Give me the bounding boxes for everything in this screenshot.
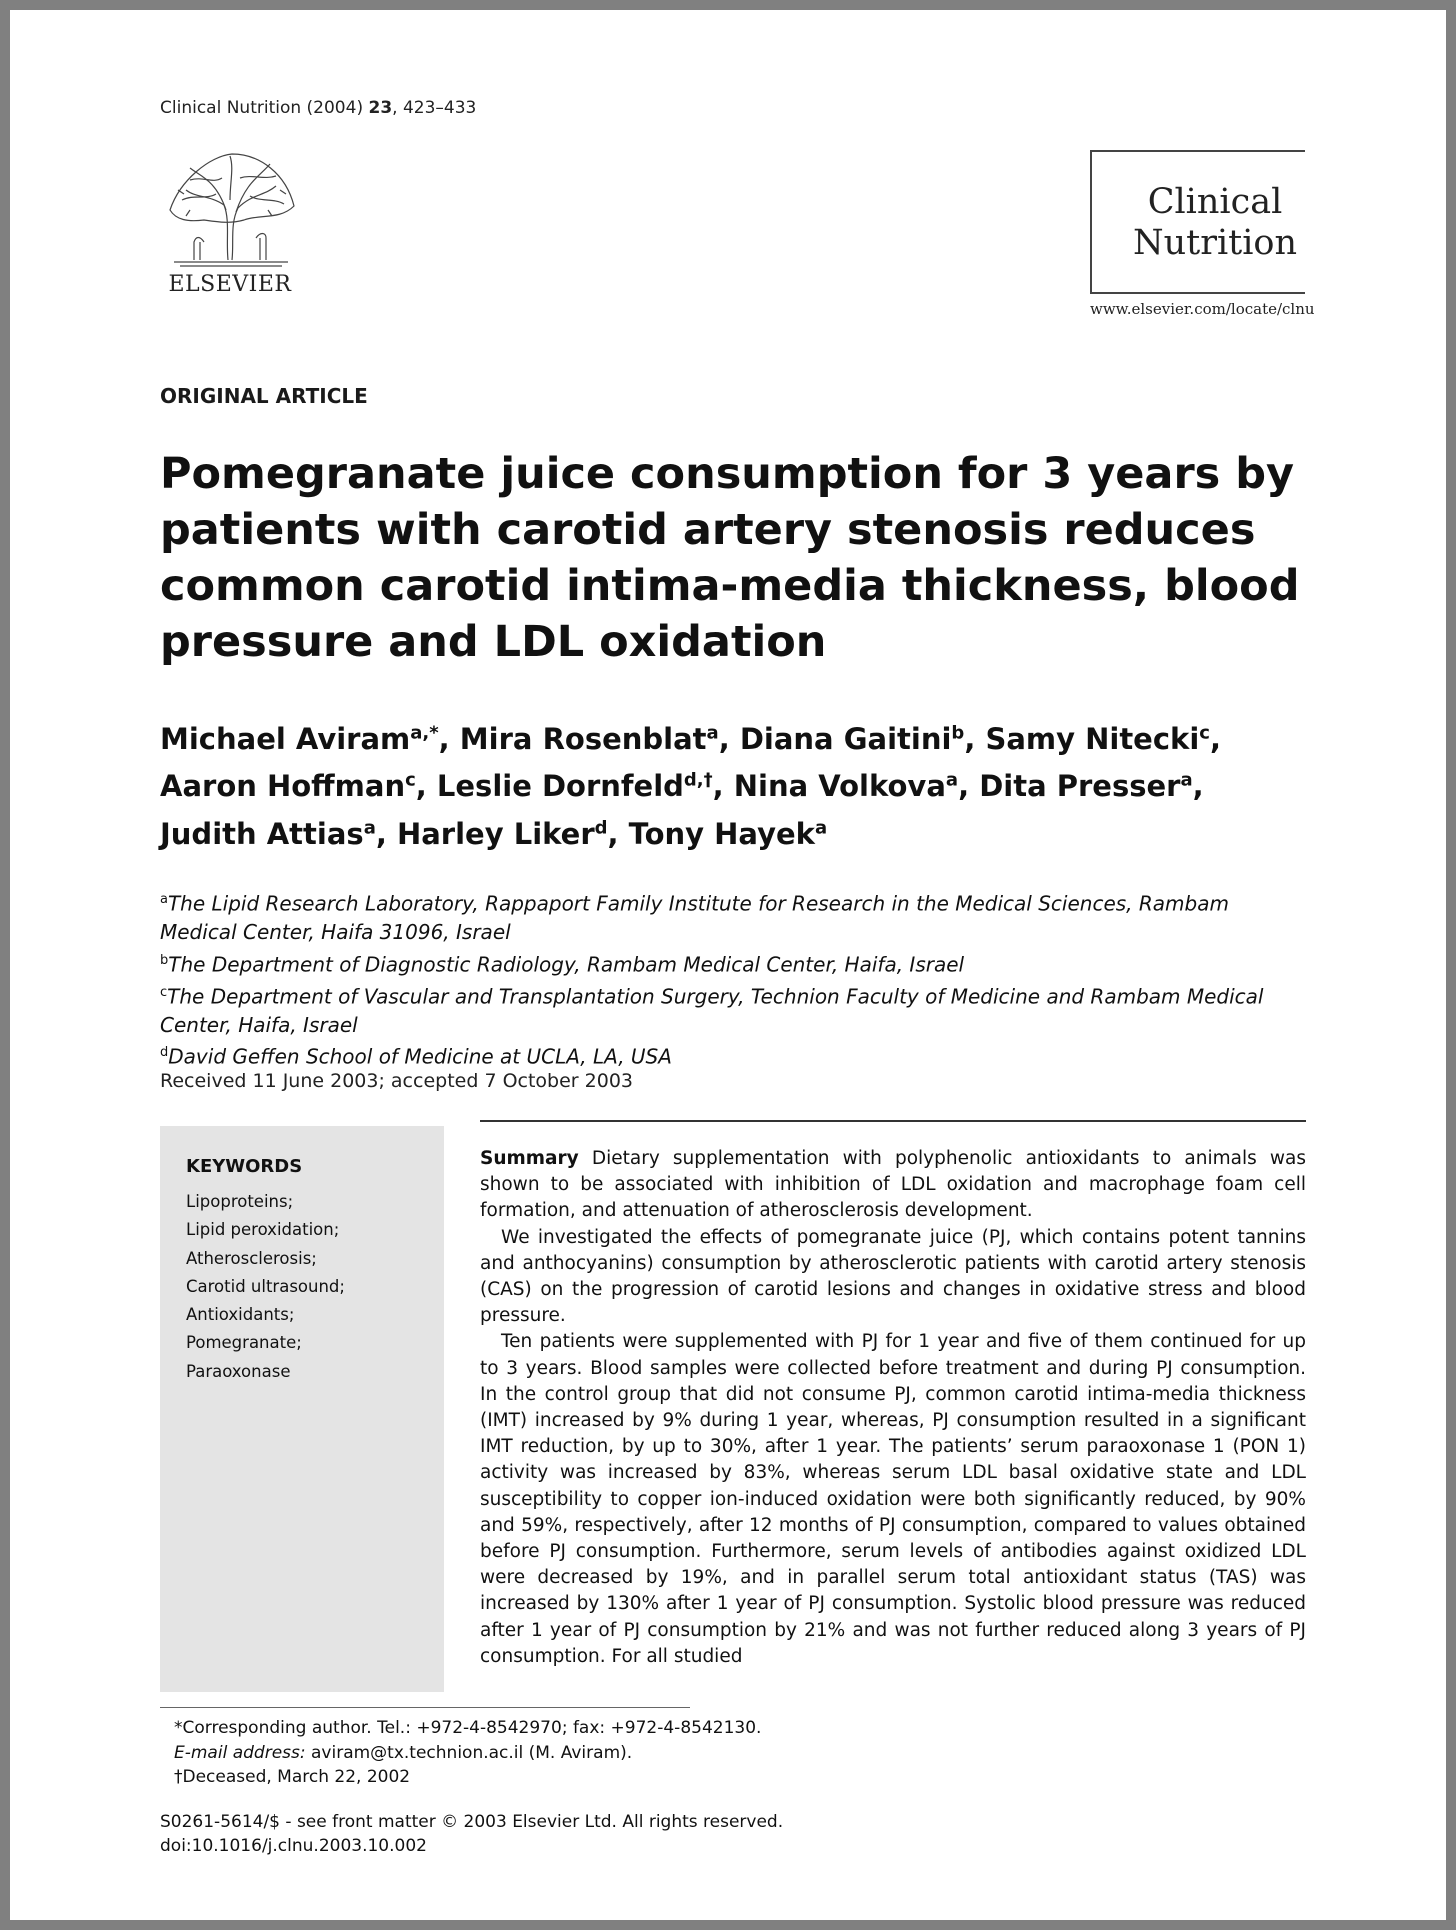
author: Tony Hayek$^a$ <box>628 816 828 851</box>
affiliations <box>160 886 1310 1072</box>
summary-divider <box>480 1120 1306 1122</box>
copyright-block <box>160 1810 783 1858</box>
journal-url[interactable]: www.elsevier.com/locate/clnu <box>1090 300 1315 318</box>
author: Harley Liker$^d$, <box>396 816 629 851</box>
email-note: E-mail address: aviram@tx.technion.ac.il (M. Aviram). <box>174 1742 633 1763</box>
publisher-name: ELSEVIER <box>168 272 292 297</box>
keyword: Lipoproteins; <box>186 1192 294 1211</box>
author: Judith Attias$^a$, <box>160 816 397 851</box>
keyword: Paraoxonase <box>186 1361 291 1381</box>
keyword: Carotid ultrasound; <box>186 1276 345 1296</box>
keyword: Antioxidants; <box>186 1305 295 1325</box>
affiliation: $^a$The Lipid Research Laboratory, Rappaport Family Institute for Research in the Medical Sciences, Rambam Medical Center, Haifa 31096, Israel <box>160 891 1229 945</box>
journal-name-line2: Nutrition <box>1132 223 1298 263</box>
summary <box>480 1146 1306 1670</box>
article-type: ORIGINAL ARTICLE <box>160 384 368 408</box>
copyright-line: S0261-5614/$ - see front matter © 2003 Elsevier Ltd. All rights reserved. <box>160 1812 784 1832</box>
keyword: Atherosclerosis; <box>186 1248 317 1268</box>
received-dates: Received 11 June 2003; accepted 7 October 2003 <box>160 1070 633 1092</box>
summary-paragraph: Summary Dietary supplementation with polyphenolic antioxidants to animals was shown to be associated with inhibition of LDL oxidation and macrophage foam cell formation, and attenuation of atherosclerosis development. <box>480 1148 1306 1222</box>
footnote-divider <box>160 1707 690 1708</box>
citation-volume: 23 <box>368 98 393 118</box>
author: Nina Volkova$^a$, <box>733 769 980 804</box>
citation-prefix: Clinical Nutrition (2004) <box>160 98 369 118</box>
affiliation: $^d$David Geffen School of Medicine at UCLA, LA, USA <box>160 1045 672 1070</box>
summary-paragraph: Ten patients were supplemented with PJ for 1 year and five of them continued for up to 3 years. Blood samples were collected before treatment and during PJ consumption. In the control group that did not consume PJ, common carotid intima-media thickness (IMT) increased by 9% during 1 year, whereas, PJ consumption resulted in a significant IMT reduction, by up to 30%, after 1 year. The patients’ serum paraoxonase 1 (PON 1) activity was increased by 83%, whereas serum LDL basal oxidative state and LDL susceptibility to copper ion-induced oxidation were both significantly reduced, by 90% and 59%, respectively, after 12 months of PJ consumption, compared to values obtained before PJ consumption. Furthermore, serum levels of antibodies against oxidized LDL were decreased by 19%, and in parallel serum total antioxidant status (TAS) was increased by 130% after 1 year of PJ consumption. Systolic blood pressure was reduced after 1 year of PJ consumption by 21% and was not further reduced along 3 years of PJ consumption. For all studied <box>480 1331 1306 1667</box>
keyword: Pomegranate; <box>186 1333 302 1353</box>
journal-name-line1: Clinical <box>1147 182 1283 222</box>
doi[interactable]: doi:10.1016/j.clnu.2003.10.002 <box>160 1836 427 1856</box>
affiliation: $^b$The Department of Diagnostic Radiology, Rambam Medical Center, Haifa, Israel <box>160 952 965 977</box>
author: Mira Rosenblat$^a$, <box>459 721 740 756</box>
journal-title-box <box>1090 150 1305 294</box>
author: Samy Nitecki$^c$, <box>985 721 1221 756</box>
summary-paragraph: We investigated the effects of pomegranate juice (PJ, which contains potent tannins and anthocyanins) consumption by atherosclerotic patients with carotid artery stenosis (CAS) on the progression of carotid lesions and changes in oxidative stress and blood pressure. <box>480 1226 1306 1327</box>
citation-pages: , 423–433 <box>392 98 477 118</box>
keywords-heading: KEYWORDS <box>186 1156 303 1177</box>
footnotes <box>160 1716 761 1790</box>
author-list <box>160 712 1310 855</box>
deceased-note: †Deceased, March 22, 2002 <box>174 1767 411 1787</box>
author: Dita Presser$^a$, <box>979 769 1204 804</box>
affiliation: $^c$The Department of Vascular and Transplantation Surgery, Technion Faculty of Medicine and Rambam Medical Center, Haifa, Israel <box>160 984 1264 1037</box>
keywords-list <box>186 1188 345 1386</box>
journal-box-rule <box>1090 152 1092 292</box>
article-title: Pomegranate juice consumption for 3 years by patients with carotid artery stenosis reduces common carotid intima-media thickness, blood pressure and LDL oxidation <box>160 449 1300 667</box>
journal-name <box>1130 182 1300 264</box>
author: Aaron Hoffman$^c$, <box>160 769 437 804</box>
keywords-box <box>160 1126 444 1692</box>
keyword: Lipid peroxidation; <box>186 1220 340 1240</box>
author: Diana Gaitini$^b$, <box>739 721 986 756</box>
journal-citation <box>160 98 476 118</box>
page <box>10 10 1446 1920</box>
corresponding-author-note: *Corresponding author. Tel.: +972-4-8542970; fax: +972-4-8542130. <box>174 1718 762 1738</box>
author: Leslie Dornfeld$^{d,\dagger}$, <box>436 769 734 804</box>
summary-label: Summary <box>480 1148 579 1169</box>
author: Michael Aviram$^{a,*}$, <box>160 721 460 756</box>
